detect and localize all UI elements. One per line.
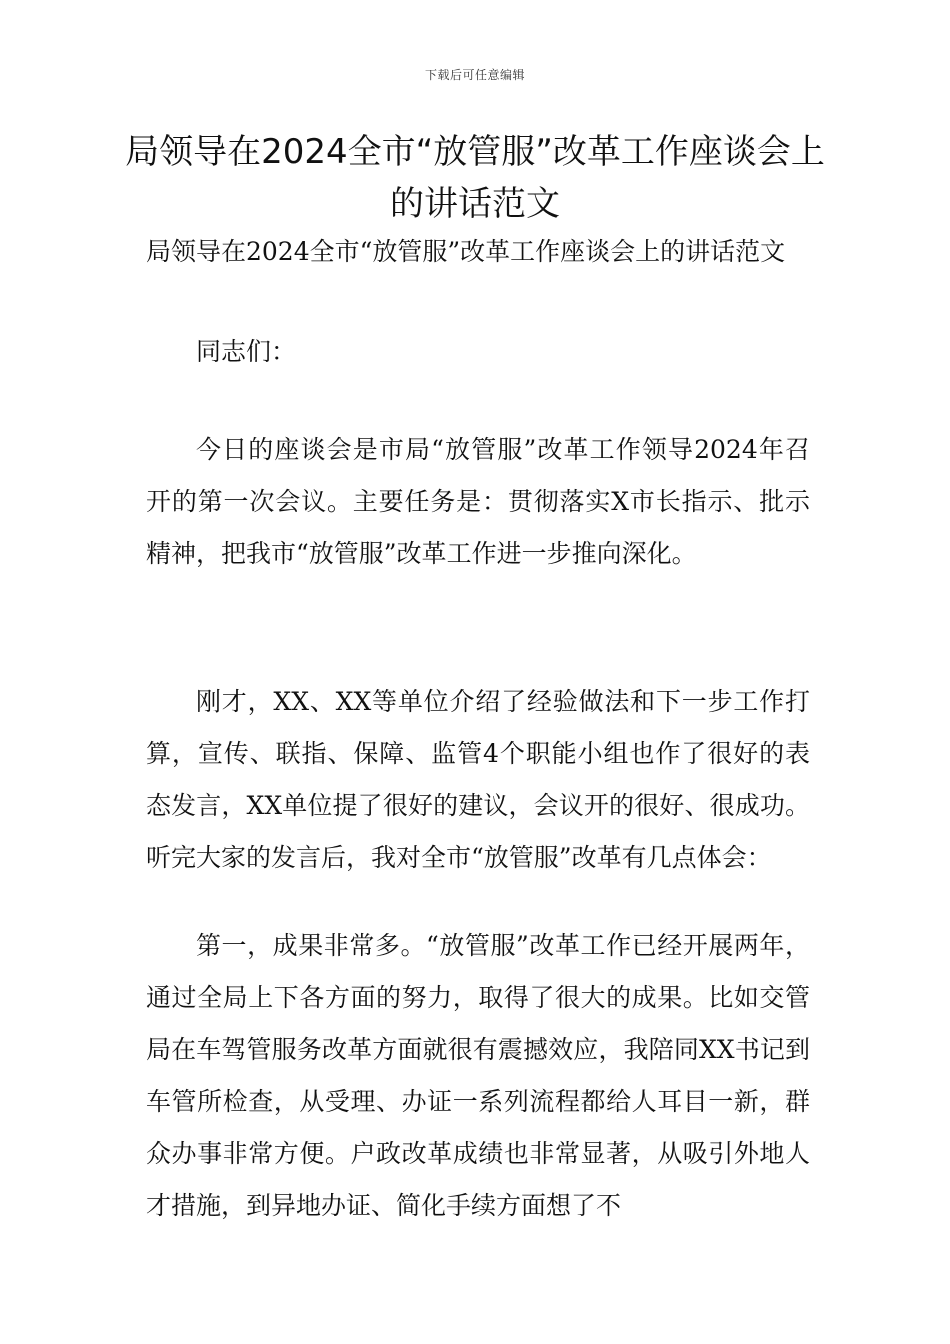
salutation: 同志们： bbox=[196, 337, 297, 366]
document-title: 局领导在2024全市“放管服”改革工作座谈会上的讲话范文 bbox=[125, 132, 825, 224]
paragraph: 第一，成果非常多。“放管服”改革工作已经开展两年，通过全局上下各方面的努力，取得了很大的成果。比如交管局在车驾管服务改革方面就很有震撼效应，我陪同XX书记到车管所检查，从受理、办证一系列流程都给人耳目一新，群众办事非常方便。户政改革成绩也非常显著，从吸引外地人才措施，到异地办证、简化手续方面想了不 bbox=[146, 931, 810, 1220]
document-subtitle: 局领导在2024全市“放管服”改革工作座谈会上的讲话范文 bbox=[146, 237, 786, 266]
paragraph: 刚才，XX、XX等单位介绍了经验做法和下一步工作打算，宣传、联指、保障、监管4个职能小组也作了很好的表态发言，XX单位提了很好的建议，会议开的很好、很成功。听完大家的发言后，我对全市“放管服”改革有几点体会： bbox=[146, 687, 810, 872]
header-note: 下载后可任意编辑 bbox=[424, 68, 525, 82]
paragraph: 今日的座谈会是市局“放管服”改革工作领导2024年召开的第一次会议。主要任务是：贯彻落实X市长指示、批示精神，把我市“放管服”改革工作进一步推向深化。 bbox=[146, 435, 810, 568]
